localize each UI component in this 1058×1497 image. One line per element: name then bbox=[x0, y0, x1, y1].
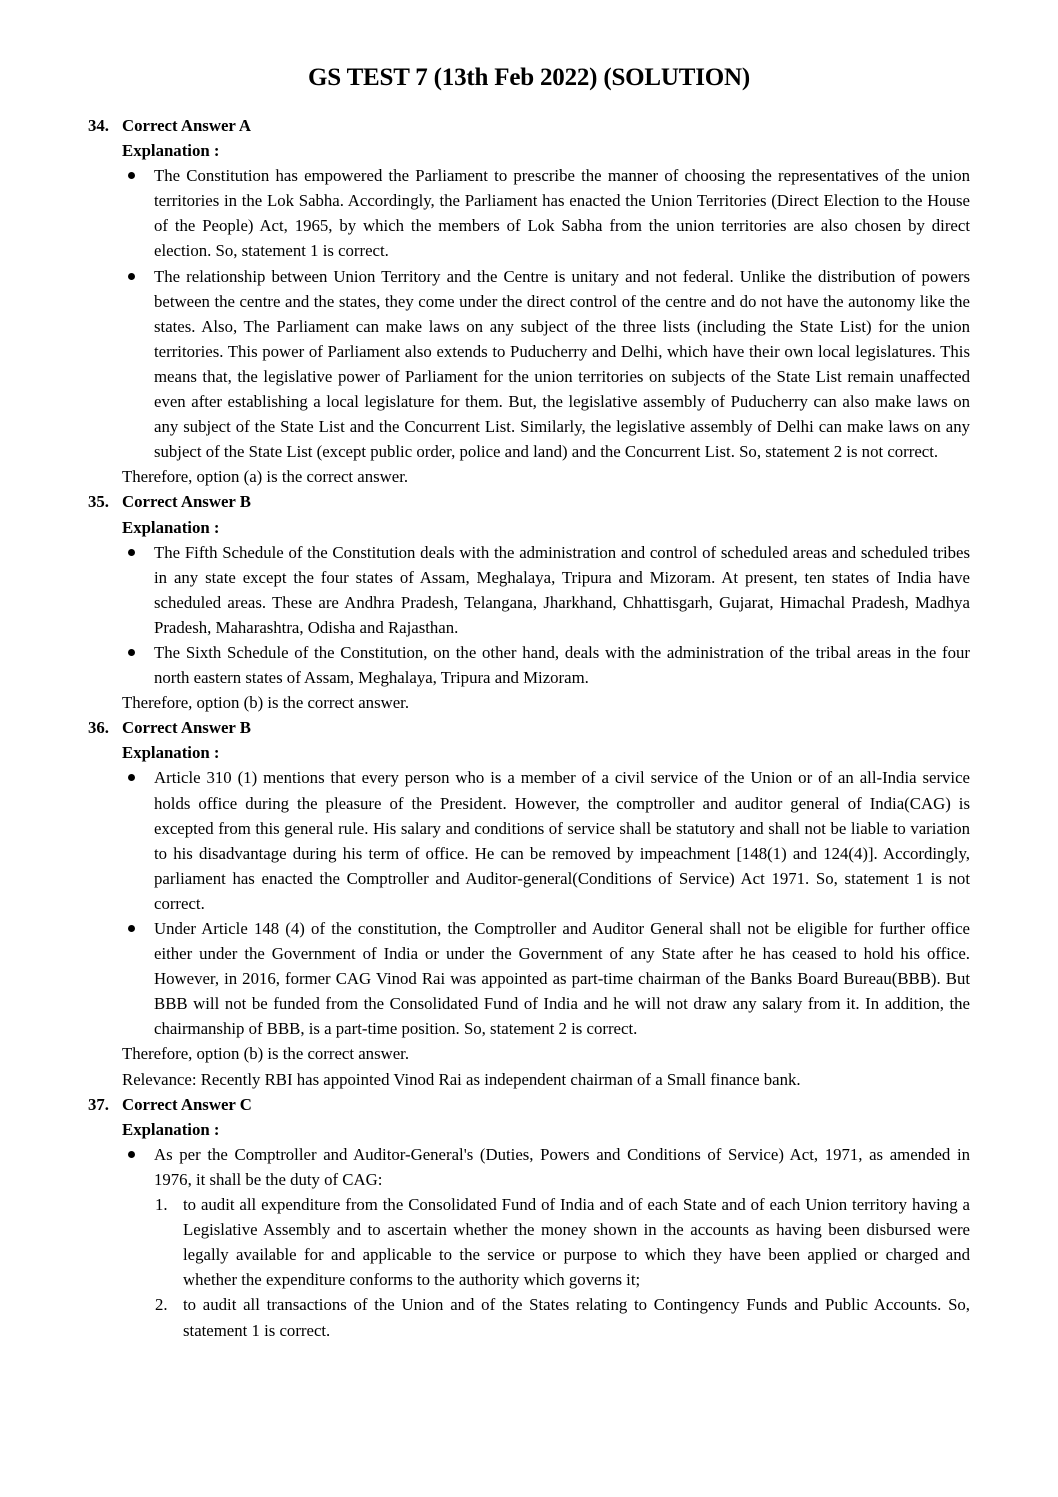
bullet-text: The relationship between Union Territory and the Centre is unitary and not federal. Unlike the distribution of powers between the centre and the states, they come under the direct control of the centre and do not have the autonomy like the states. Also, The Parliament can make laws on any subject of the three lists (including the State List) for the union territories. This power of Parliament also extends to Puducherry and Delhi, which have their own local legislatures. This means that, the legislative power of Parliament for the union territories on subjects of the State List remain unaffected even after establishing a local legislature for them. But, the legislative assembly of Puducherry can also make laws on any subject of the State List and the Concurrent List. Similarly, the legislative assembly of Delhi can make laws on any subject of the State List (except public order, police and land) and the Concurrent List. So, statement 2 is not correct. bbox=[154, 266, 970, 462]
bullet-item bbox=[88, 640, 970, 690]
conclusion-text: Therefore, option (b) is the correct answer. bbox=[122, 1044, 410, 1064]
bullet-icon bbox=[122, 916, 154, 1041]
bullet-icon bbox=[122, 540, 154, 640]
correct-answer-label: Correct Answer C bbox=[122, 1094, 252, 1114]
conclusion-text: Therefore, option (b) is the correct answer. bbox=[122, 693, 410, 713]
page-title: GS TEST 7 (13th Feb 2022) (SOLUTION) bbox=[308, 64, 750, 91]
bullet-text: The Fifth Schedule of the Constitution deals with the administration and control of scheduled areas and scheduled tribes in any state except the four states of Assam, Meghalaya, Tripura and Mizoram. At present, ten states of India have scheduled areas. These are Andhra Pradesh, Telangana, Jharkhand, Chhattisgarh, Gujarat, Himachal Pradesh, Madhya Pradesh, Maharashtra, Odisha and Rajasthan. bbox=[154, 542, 970, 637]
question-heading bbox=[88, 489, 970, 514]
explanation-heading: Explanation : bbox=[122, 517, 220, 537]
question-37 bbox=[88, 1092, 970, 1343]
numbered-item bbox=[88, 1292, 970, 1342]
bullet-item bbox=[88, 540, 970, 640]
list-number: 1. bbox=[155, 1195, 168, 1215]
question-heading bbox=[88, 113, 970, 138]
bullet-icon bbox=[122, 640, 154, 690]
question-35 bbox=[88, 489, 970, 715]
bullet-text: The Constitution has empowered the Parliament to prescribe the manner of choosing the representatives of the union territories in the Lok Sabha. Accordingly, the Parliament has enacted the Union Territories (Direct Election to the House of the People) Act, 1965, by which the members of Lok Sabha from the union territories are also chosen by direct election. So, statement 1 is correct. bbox=[154, 166, 970, 261]
relevance-text: Relevance: Recently RBI has appointed Vinod Rai as independent chairman of a Small finance bank. bbox=[122, 1069, 801, 1089]
conclusion-text: Therefore, option (a) is the correct answer. bbox=[122, 467, 409, 487]
correct-answer-label: Correct Answer B bbox=[122, 492, 251, 512]
correct-answer-label: Correct Answer A bbox=[122, 116, 251, 135]
explanation-heading: Explanation : bbox=[122, 743, 220, 763]
question-36 bbox=[88, 715, 970, 1091]
numbered-text: to audit all expenditure from the Consolidated Fund of India and of each State and of each Union territory having a Legislative Assembly and to ascertain whether the money shown in the accounts as having been disbursed were legally available for and applicable to the service or purpose to which they have been applied or charged and whether the expenditure conforms to the authority which governs it; bbox=[183, 1195, 970, 1290]
question-heading bbox=[88, 715, 970, 740]
numbered-item bbox=[88, 1192, 970, 1292]
question-number: 36. bbox=[88, 718, 109, 738]
correct-answer-label: Correct Answer B bbox=[122, 718, 251, 738]
bullet-text: Under Article 148 (4) of the constitution, the Comptroller and Auditor General shall not be eligible for further office either under the Government of India or under the Government of any State after he has ceased to hold his office. However, in 2016, former CAG Vinod Rai was appointed as part-time chairman of the Banks Board Bureau(BBB). But BBB will not be funded from the Consolidated Fund of India and he will not draw any salary from it. In addition, the chairmanship of BBB, is a part-time position. So, statement 2 is correct. bbox=[154, 919, 970, 1039]
question-34 bbox=[88, 113, 970, 489]
bullet-icon bbox=[122, 765, 154, 916]
bullet-item bbox=[88, 916, 970, 1041]
numbered-text: to audit all transactions of the Union and of the States relating to Contingency Funds and Public Accounts. So, statement 1 is correct. bbox=[183, 1295, 970, 1340]
bullet-item bbox=[88, 264, 970, 465]
bullet-text: As per the Comptroller and Auditor-General's (Duties, Powers and Conditions of Service) Act, 1971, as amended in 1976, it shall be the duty of CAG: bbox=[154, 1144, 970, 1189]
bullet-icon bbox=[122, 1142, 154, 1192]
bullet-text: Article 310 (1) mentions that every person who is a member of a civil service of the Union or of an all-India service holds office during the pleasure of the President. However, the comptroller and auditor general of India(CAG) is excepted from this general rule. His salary and conditions of service shall be statutory and shall not be liable to variation to his disadvantage during his term of office. He can be removed by impeachment [148(1) and 124(4)]. Accordingly, parliament has enacted the Comptroller and Auditor-general(Conditions of Service) Act 1971. So, statement 1 is not correct. bbox=[154, 768, 970, 913]
explanation-heading: Explanation : bbox=[122, 1119, 220, 1139]
document-body bbox=[88, 113, 970, 1343]
explanation-heading: Explanation : bbox=[122, 141, 220, 161]
question-number: 37. bbox=[88, 1094, 109, 1114]
question-number: 35. bbox=[88, 492, 109, 512]
bullet-text: The Sixth Schedule of the Constitution, on the other hand, deals with the administration of the tribal areas in the four north eastern states of Assam, Meghalaya, Tripura and Mizoram. bbox=[154, 642, 970, 688]
bullet-item bbox=[88, 765, 970, 916]
question-number: 34. bbox=[88, 116, 109, 135]
bullet-item bbox=[88, 1142, 970, 1192]
list-number: 2. bbox=[155, 1295, 168, 1315]
question-heading bbox=[88, 1092, 970, 1117]
bullet-icon bbox=[122, 163, 154, 263]
bullet-item bbox=[88, 163, 970, 263]
bullet-icon bbox=[122, 264, 154, 465]
